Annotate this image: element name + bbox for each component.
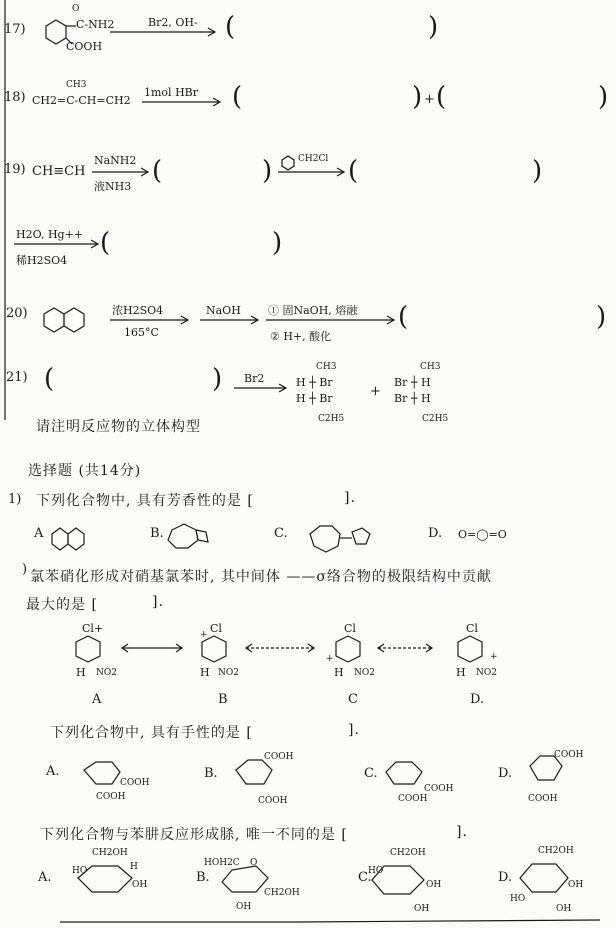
mc4-d-ho: HO xyxy=(510,894,526,904)
q21-product1-row2: H ┼ Br xyxy=(296,392,333,405)
mc4-b-o: O xyxy=(250,858,258,868)
mc4-c-oh: OH xyxy=(426,880,442,890)
q18-plus: + xyxy=(424,92,435,107)
mc2-a-chlorine: Cl+ xyxy=(82,622,104,635)
mc2-option-a-label: A xyxy=(92,692,102,707)
mc4-c-ho: HO xyxy=(368,866,384,876)
q21-product2-row2: Br ┼ H xyxy=(394,392,431,405)
q19-answer1-open: ( xyxy=(152,156,163,186)
mc2-b-no2: NO2 xyxy=(218,668,239,678)
mc4-d-ch2oh: CH2OH xyxy=(538,846,574,856)
mc3-a-cooh-1: COOH xyxy=(120,778,150,788)
mc4-bracket-close: ]. xyxy=(456,824,468,840)
mc3-option-a-label: A. xyxy=(46,764,60,779)
mc2-b-chlorine: Cl xyxy=(210,622,222,635)
mc2-bracket-close: ]. xyxy=(152,594,164,610)
q19-reagent3-top: H2O, Hg++ xyxy=(16,228,84,241)
q19-answer2-close: ) xyxy=(532,156,543,186)
mc2-number: ) xyxy=(22,562,28,577)
q19-number: 19) xyxy=(4,162,26,177)
mc4-option-d-label: D. xyxy=(498,870,513,885)
mc3-option-b-label: B. xyxy=(204,766,218,781)
mc4-c-oh-bottom: OH xyxy=(414,904,430,914)
q21-product1-row1: H ┼ Br xyxy=(296,376,333,389)
q20-reagent3-bottom: ② H+, 酸化 xyxy=(270,330,332,343)
section-title: 选择题 (共14分) xyxy=(28,463,142,479)
q18-answer2-close: ) xyxy=(598,82,609,112)
q17-reagent: Br2, OH- xyxy=(148,16,198,29)
q19-answer2-open: ( xyxy=(348,156,359,186)
mc2-a-no2: NO2 xyxy=(96,668,117,678)
mc4-option-a-label: A. xyxy=(38,870,52,885)
q17-amide: C-NH2 xyxy=(76,18,115,31)
mc2-option-c-label: C xyxy=(348,692,358,707)
mc3-b-cooh-1: COOH xyxy=(264,752,294,762)
mc4-b-oh: OH xyxy=(236,902,252,912)
q20-reagent1-bottom: 165°C xyxy=(124,326,159,339)
q19-reagent2: CH2Cl xyxy=(298,154,329,164)
q18-answer1-open: ( xyxy=(232,82,243,112)
q17-oxygen: O xyxy=(72,4,80,14)
mc2-d-chlorine: Cl xyxy=(466,622,478,635)
mc3-option-c-label: C. xyxy=(364,766,378,781)
q21-plus: + xyxy=(370,384,381,399)
q17-answer-close: ) xyxy=(428,12,439,42)
mc2-c-plus: + xyxy=(326,654,334,664)
q18-answer1-close: ) xyxy=(412,82,423,112)
mc2-stem-line1: 氯苯硝化形成对硝基氯苯时, 其中间体 ——σ络合物的极限结构中贡献 xyxy=(30,569,492,585)
q20-reagent3-top: ① 固NaOH, 熔融 xyxy=(268,304,358,317)
q17-number: 17) xyxy=(4,22,26,37)
mc2-a-h: H xyxy=(76,666,86,679)
mc3-option-d-label: D. xyxy=(498,766,513,781)
q20-number: 20) xyxy=(6,306,28,321)
q19-reagent3-bottom: 稀H2SO4 xyxy=(16,254,68,267)
mc2-c-no2: NO2 xyxy=(354,668,375,678)
mc4-a-oh: OH xyxy=(132,880,148,890)
mc1-option-c-label: C. xyxy=(274,526,288,541)
mc4-b-ch2oh: CH2OH xyxy=(264,888,300,898)
q21-number: 21) xyxy=(6,370,28,385)
q18-answer2-open: ( xyxy=(436,82,447,112)
mc4-a-ch2oh: CH2OH xyxy=(92,848,128,858)
mc4-a-h: H xyxy=(130,862,138,872)
q20-answer-close: ) xyxy=(596,302,607,332)
q21-product2-row1: Br ┼ H xyxy=(394,376,431,389)
mc3-stem: 下列化合物中, 具有手性的是 [ xyxy=(50,725,253,741)
q21-note: 请注明反应物的立体构型 xyxy=(36,419,201,435)
mc3-b-cooh-2: COOH xyxy=(258,796,288,806)
mc4-c-ch2oh: CH2OH xyxy=(390,848,426,858)
q19-answer3-open: ( xyxy=(100,228,111,258)
q20-reagent1-top: 浓H2SO4 xyxy=(112,304,164,317)
q21-product2-top: CH3 xyxy=(420,362,441,372)
mc2-b-plus: + xyxy=(200,630,208,640)
mc1-option-d-structure: O=◯=O xyxy=(458,528,507,541)
q21-product1-bottom: C2H5 xyxy=(318,414,345,424)
mc2-d-no2: NO2 xyxy=(476,668,497,678)
mc3-a-cooh-2: COOH xyxy=(96,792,126,802)
mc1-option-d-label: D. xyxy=(428,526,443,541)
mc4-stem: 下列化合物与苯肼反应形成脎, 唯一不同的是 [ xyxy=(40,827,348,843)
mc4-a-ho: HO xyxy=(72,866,88,876)
mc1-number: 1) xyxy=(8,492,22,507)
mc2-b-h: H xyxy=(200,666,210,679)
mc2-d-h: H xyxy=(456,666,466,679)
q19-substrate: CH≡CH xyxy=(32,164,86,179)
mc2-option-b-label: B xyxy=(218,692,228,707)
mc4-option-b-label: B. xyxy=(196,870,210,885)
mc3-d-cooh-1: COOH xyxy=(554,750,584,760)
mc2-c-h: H xyxy=(334,666,344,679)
q19-answer1-close: ) xyxy=(262,156,273,186)
mc1-option-a-label: A xyxy=(34,526,44,541)
mc1-bracket-close: ]. xyxy=(344,490,356,506)
mc4-option-c-label: C. xyxy=(358,870,372,885)
mc3-d-cooh-2: COOH xyxy=(528,794,558,804)
mc3-c-cooh-1: COOH xyxy=(398,794,428,804)
q21-answer-open: ( xyxy=(44,364,55,394)
q21-product1-top: CH3 xyxy=(316,362,337,372)
q17-carboxyl: COOH xyxy=(66,40,103,53)
q19-reagent-top: NaNH2 xyxy=(94,154,137,167)
mc4-b-hoh2c: HOH2C xyxy=(204,858,240,868)
q20-reagent2: NaOH xyxy=(206,304,241,317)
q18-number: 18) xyxy=(4,90,26,105)
mc1-option-b-label: B. xyxy=(150,526,164,541)
q17-answer-open: ( xyxy=(225,12,236,42)
q21-reagent: Br2 xyxy=(244,372,265,385)
mc2-stem-line2: 最大的是 [ xyxy=(26,597,98,613)
mc2-c-chlorine: Cl xyxy=(344,622,356,635)
mc3-bracket-close: ]. xyxy=(348,722,360,738)
q18-substrate: CH2=C-CH=CH2 xyxy=(32,94,131,107)
q19-answer3-close: ) xyxy=(272,228,283,258)
mc4-d-oh-bottom: OH xyxy=(556,904,572,914)
q19-reagent-bottom: 液NH3 xyxy=(94,180,132,193)
mc2-d-plus: + xyxy=(490,652,498,662)
mc4-d-oh: OH xyxy=(568,880,584,890)
q18-methyl: CH3 xyxy=(66,80,87,90)
q20-answer-open: ( xyxy=(398,302,409,332)
mc1-stem: 下列化合物中, 具有芳香性的是 [ xyxy=(36,493,254,509)
q21-answer-close: ) xyxy=(212,364,223,394)
q18-reagent: 1mol HBr xyxy=(144,86,199,99)
q21-product2-bottom: C2H5 xyxy=(422,414,449,424)
mc2-option-d-label: D. xyxy=(470,692,485,707)
mc3-c-cooh-2: COOH xyxy=(424,784,454,794)
